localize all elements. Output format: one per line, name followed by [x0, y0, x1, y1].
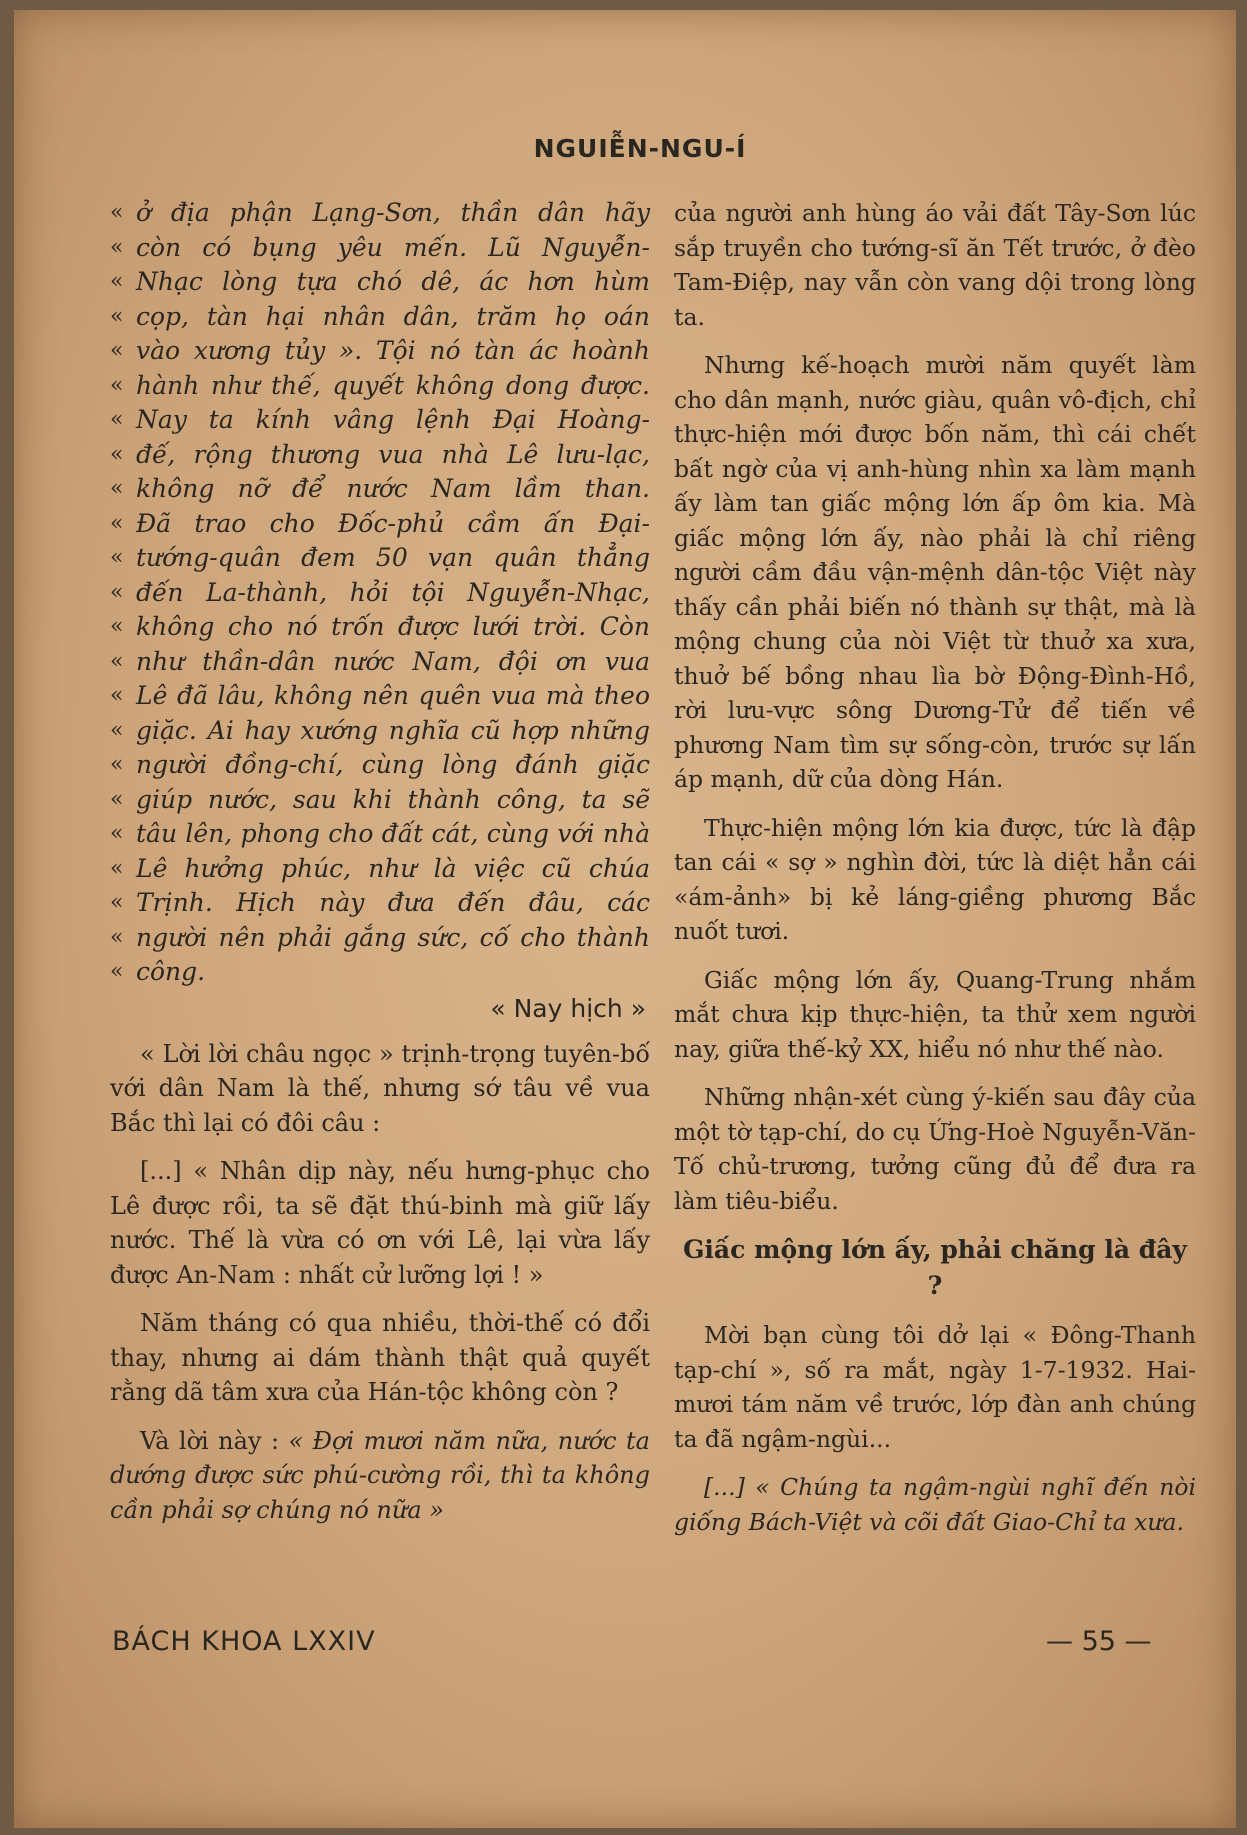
- quote-line: [110, 886, 650, 921]
- quote-mark: «: [110, 614, 124, 639]
- quote-mark: «: [110, 890, 124, 915]
- quote-line-text: vào xương tủy ». Tội nó tàn ác hoành: [136, 336, 650, 365]
- quote-line: [110, 852, 650, 887]
- quote-line-text: giúp nước, sau khi thành công, ta sẽ: [136, 784, 650, 814]
- magazine-title: BÁCH KHOA LXXIV: [112, 1626, 376, 1657]
- quote-mark: «: [110, 924, 124, 950]
- paragraph: Thực-hiện mộng lớn kia được, tức là đập tan cái « sợ » nghìn đời, tức là diệt hẳn cái «ám-ảnh» bị kẻ láng-giềng phương Bắc nuốt tươi.: [674, 813, 1196, 945]
- quote-line-text: người nên phải gắng sức, cố cho thành: [136, 922, 650, 952]
- paragraph: Mời bạn cùng tôi dở lại « Đông-Thanh tạp-chí », số ra mắt, ngày 1-7-1932. Hai-mươi tám năm về trước, lớp đàn anh chúng ta đã ngậm-ngùi...: [674, 1321, 1196, 1453]
- quote-line-text: tướng-quân đem 50 vạn quân thẳng: [136, 543, 650, 572]
- quote-mark: «: [110, 786, 124, 812]
- right-column: [674, 196, 1196, 1553]
- quote-line-text: không cho nó trốn được lưới trời. Còn: [136, 612, 650, 641]
- quote-line: [110, 817, 650, 852]
- quote-line-text: Lê đã lâu, không nên quên vua mà theo: [136, 681, 650, 710]
- quote-line: [110, 748, 650, 783]
- quote-line-text: Trịnh. Hịch này đưa đến đâu, các: [136, 888, 650, 917]
- quote-line-text: đến La-thành, hỏi tội Nguyễn-Nhạc,: [136, 577, 650, 607]
- quote-line-text: Nay ta kính vâng lệnh Đại Hoàng-: [136, 405, 650, 434]
- quote-line: [110, 231, 650, 266]
- quote-line-text: đế, rộng thương vua nhà Lê lưu-lạc,: [136, 439, 650, 469]
- quote-line-text: Lê hưởng phúc, như là việc cũ chúa: [136, 853, 650, 883]
- page-number: — 55 —: [1046, 1626, 1152, 1657]
- quote-line: [110, 955, 650, 990]
- quote-signature: « Nay hịch »: [490, 993, 646, 1023]
- quote-mark: «: [110, 441, 124, 467]
- quote-line: [110, 645, 650, 680]
- quote-line-text: Đã trao cho Đốc-phủ cầm ấn Đại-: [136, 508, 650, 538]
- quote-line: [110, 921, 650, 956]
- paragraph: « Lời lời châu ngọc » trịnh-trọng tuyên-bố với dân Nam là thế, nhưng sớ tâu về vua Bắc thì lại có đôi câu :: [110, 1039, 650, 1137]
- quote-mark: «: [110, 234, 124, 260]
- quote-line: [110, 507, 650, 542]
- quote-line-text: còn có bụng yêu mến. Lũ Nguyễn-: [136, 232, 650, 262]
- quote-mark: «: [110, 407, 124, 432]
- quote-line: [110, 300, 650, 335]
- paragraph-quote: « Đợi mươi năm nữa, nước ta dướng được sức phú-cường rồi, thì ta không cần phải sợ chúng nó nữa »: [110, 1426, 650, 1524]
- quote-mark: «: [110, 717, 124, 743]
- paragraph: Giấc mộng lớn ấy, Quang-Trung nhắm mắt chưa kịp thực-hiện, ta thử xem người nay, giữa thế-kỷ XX, hiểu nó như thế nào.: [674, 965, 1196, 1063]
- quote-line: [110, 783, 650, 818]
- quote-line: [110, 334, 650, 369]
- paragraph: [...] « Nhân dịp này, nếu hưng-phục cho Lê được rồi, ta sẽ đặt thú-binh mà giữ lấy nước. Thế là vừa có ơn với Lê, lại vừa lấy được An-Nam : nhất cử lưỡng lợi ! »: [110, 1157, 650, 1289]
- quote-mark: «: [110, 821, 124, 846]
- quote-line-text: giặc. Ai hay xướng nghĩa cũ hợp những: [136, 715, 650, 745]
- quote-mark: «: [110, 372, 124, 398]
- quote-line: [110, 196, 650, 231]
- running-header: NGUIỄN-NGU-Í: [533, 134, 747, 163]
- left-column: [110, 196, 650, 1541]
- quote-mark: «: [110, 648, 124, 674]
- quote-line: [110, 541, 650, 576]
- quote-mark: «: [110, 338, 124, 363]
- quote-mark: «: [110, 269, 124, 294]
- quote-line-text: hành như thế, quyết không dong được.: [136, 370, 650, 400]
- quote-line: [110, 714, 650, 749]
- document-page: [14, 10, 1236, 1828]
- quote-mark: «: [110, 303, 124, 329]
- paragraph: Năm tháng có qua nhiều, thời-thế có đổi thay, nhưng ai dám thành thật quả quyết rằng dã tâm xưa của Hán-tộc không còn ?: [110, 1309, 650, 1406]
- section-heading: Giấc mộng lớn ấy, phải chăng là đây ?: [683, 1235, 1187, 1300]
- quote-line-text: công.: [136, 957, 206, 986]
- quote-mark: «: [110, 683, 124, 708]
- quote-line-text: cọp, tàn hại nhân dân, trăm họ oán: [136, 301, 650, 331]
- quote-mark: «: [110, 476, 124, 501]
- quote-line: [110, 438, 650, 473]
- paragraph: [110, 1424, 650, 1528]
- paragraph-lead: Và lời này :: [140, 1426, 289, 1455]
- quote-line: [110, 576, 650, 611]
- quote-mark: «: [110, 510, 124, 536]
- quote-line-text: Nhạc lòng tựa chó dê, ác hơn hùm: [136, 267, 650, 296]
- paragraph: của người anh hùng áo vải đất Tây-Sơn lúc sắp truyền cho tướng-sĩ ăn Tết trước, ở đèo Tam-Điệp, nay vẫn còn vang dội trong lòng ta.: [674, 199, 1196, 331]
- quote-mark: «: [110, 579, 124, 605]
- paragraph: Nhưng kế-hoạch mười năm quyết làm cho dân mạnh, nước giàu, quân vô-địch, chỉ thực-hiện mới được bốn năm, thì cái chết bất ngờ của vị anh-hùng nhìn xa làm mạnh ấy làm tan giấc mộng lớn ấp ôm kia. Mà giấc mộng lớn ấy, nào phải là chỉ riêng người cầm đầu vận-mệnh dân-tộc Việt này thấy cần phải biến nó thành sự thật, mà là mộng chung của nòi Việt từ thuở xa xưa, thuở bế bồng nhau lìa bờ Động-Đình-Hồ, rời lưu-vực sông Dương-Tử để tiến về phương Nam tìm sự sống-còn, trước sự lấn áp mạnh, dữ của dòng Hán.: [674, 351, 1196, 793]
- quote-line: [110, 265, 650, 300]
- quote-mark: «: [110, 545, 124, 570]
- quote-line: [110, 403, 650, 438]
- proclamation-quote: [110, 196, 650, 990]
- quote-mark: «: [110, 959, 124, 984]
- paragraph: Những nhận-xét cùng ý-kiến sau đây của một tờ tạp-chí, do cụ Ứng-Hoè Nguyễn-Văn-Tố chủ-trương, tưởng cũng đủ để đưa ra làm tiêu-biểu.: [674, 1083, 1196, 1215]
- quote-mark: «: [110, 200, 124, 225]
- quote-line: [110, 679, 650, 714]
- quote-line-text: như thần-dân nước Nam, đội ơn vua: [136, 646, 650, 676]
- quote-line-text: tâu lên, phong cho đất cát, cùng với nhà: [136, 819, 650, 848]
- quote-line-text: người đồng-chí, cùng lòng đánh giặc: [136, 750, 650, 779]
- quote-line-text: ở địa phận Lạng-Sơn, thần dân hãy: [136, 198, 650, 227]
- quote-mark: «: [110, 752, 124, 777]
- quote-mark: «: [110, 855, 124, 881]
- quote-line: [110, 369, 650, 404]
- quote-line: [110, 472, 650, 507]
- quote-line-text: không nỡ để nước Nam lầm than.: [136, 474, 650, 503]
- quote-line: [110, 610, 650, 645]
- paragraph: [...] « Chúng ta ngậm-ngùi nghĩ đến nòi giống Bách-Việt và cõi đất Giao-Chỉ ta xưa.: [674, 1473, 1196, 1536]
